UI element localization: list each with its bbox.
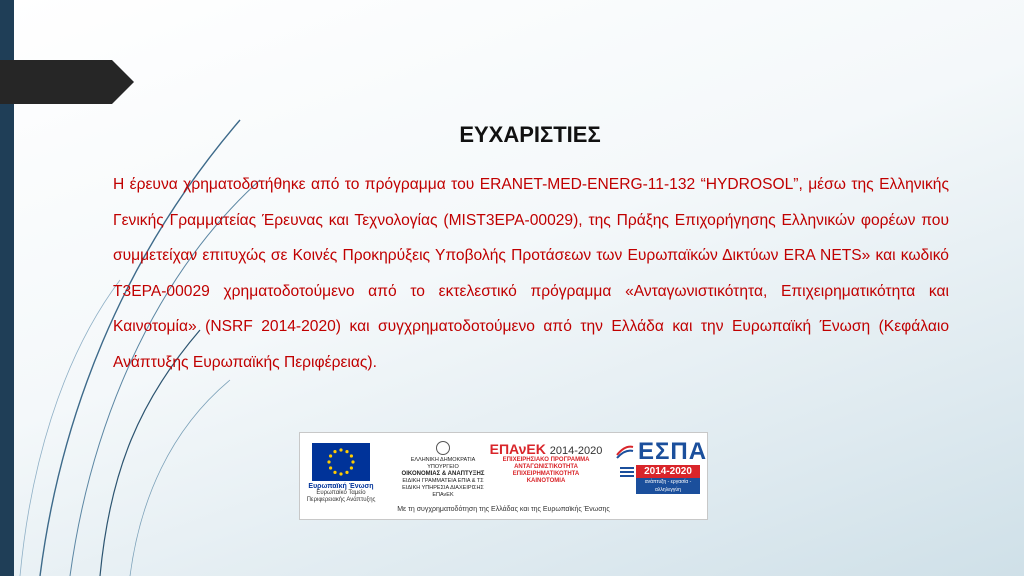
espa-word: ΕΣΠΑ: [638, 438, 708, 465]
greek-flag-icon: [620, 467, 634, 477]
cofunding-caption: Με τη συγχρηματοδότηση της Ελλάδας και της Ευρωπαϊκής Ένωσης: [397, 506, 610, 513]
epanek-logo: [488, 441, 604, 485]
eu-logo-caption: [304, 483, 378, 504]
espa-tagline: ανάπτυξη - εργασία - αλληλεγγύη: [636, 478, 700, 494]
epanek-line-3: ΕΠΙΧΕΙΡΗΜΑΤΙΚΟΤΗΤΑ: [512, 471, 580, 477]
eu-fund-line-2: Περιφερειακής Ανάπτυξης: [306, 497, 376, 503]
greek-emblem-icon: [436, 441, 450, 455]
ministry-line-3: ΟΙΚΟΝΟΜΙΑΣ & ΑΝΑΠΤΥΞΗΣ: [401, 471, 485, 477]
espa-logo: [616, 438, 708, 494]
epanek-years: 2014-2020: [549, 445, 603, 457]
ministry-logo: [398, 441, 488, 499]
acknowledgement-text: Η έρευνα χρηματοδοτήθηκε από το πρόγραμμα του ERANET-MED-ENERG-11-132 “HYDROSOL”, μέσω της Ελληνικής Γενικής Γραμματείας Έρευνας και Τεχνολογίας (MIST3EPA-00029), της Πράξης Επιχορήγησης Ελληνικών φορέων που συμμετείχαν επιτυχώς σε Κοινές Προκηρύξεις Υποβολής Προτάσεων των Ευρωπαϊκών Δικτύων ERA NETS» και κωδικό T3EPA-00029 χρηματοδοτούμενο από το εκτελεστικό πρόγραμμα «Ανταγωνιστικότητα, Επιχειρηματικότητα και Καινοτομία» (NSRF 2014-2020) και συγχρηματοδοτούμενο από την Ελλάδα και την Ευρωπαϊκή Ένωση (Κεφάλαιο Ανάπτυξης Ευρωπαϊκής Περιφέρειας).: [113, 176, 949, 371]
ministry-line-2: ΥΠΟΥΡΓΕΙΟ: [427, 464, 459, 470]
eu-fund-line: Ευρωπαϊκό Ταμείο: [316, 490, 366, 496]
eu-flag-logo: [312, 443, 370, 481]
epanek-name: ΕΠΑνΕΚ: [489, 441, 546, 457]
espa-years: 2014-2020: [636, 465, 700, 478]
epanek-line-1: ΕΠΙΧΕΙΡΗΣΙΑΚΟ ΠΡΟΓΡΑΜΜΑ: [502, 457, 590, 463]
espa-swoosh-icon: [616, 443, 634, 459]
eu-label: Ευρωπαϊκή Ένωση: [308, 483, 374, 490]
ministry-line-5: ΕΙΔΙΚΗ ΥΠΗΡΕΣΙΑ ΔΙΑΧΕΙΡΙΣΗΣ ΕΠΑνΕΚ: [402, 485, 484, 498]
ministry-line-1: ΕΛΛΗΝΙΚΗ ΔΗΜΟΚΡΑΤΙΑ: [410, 457, 476, 463]
epanek-line-4: ΚΑΙΝΟΤΟΜΙΑ: [526, 478, 566, 484]
slide-title: ΕΥΧΑΡΙΣΤΙΕΣ: [459, 122, 601, 147]
epanek-line-2: ΑΝΤΑΓΩΝΙΣΤΙΚΟΤΗΤΑ: [514, 464, 578, 470]
funding-logos-panel: [299, 432, 708, 520]
ministry-line-4: ΕΙΔΙΚΗ ΓΡΑΜΜΑΤΕΙΑ ΕΠΙΑ & ΤΣ: [402, 478, 484, 484]
title-arrow-tab: [0, 60, 134, 104]
